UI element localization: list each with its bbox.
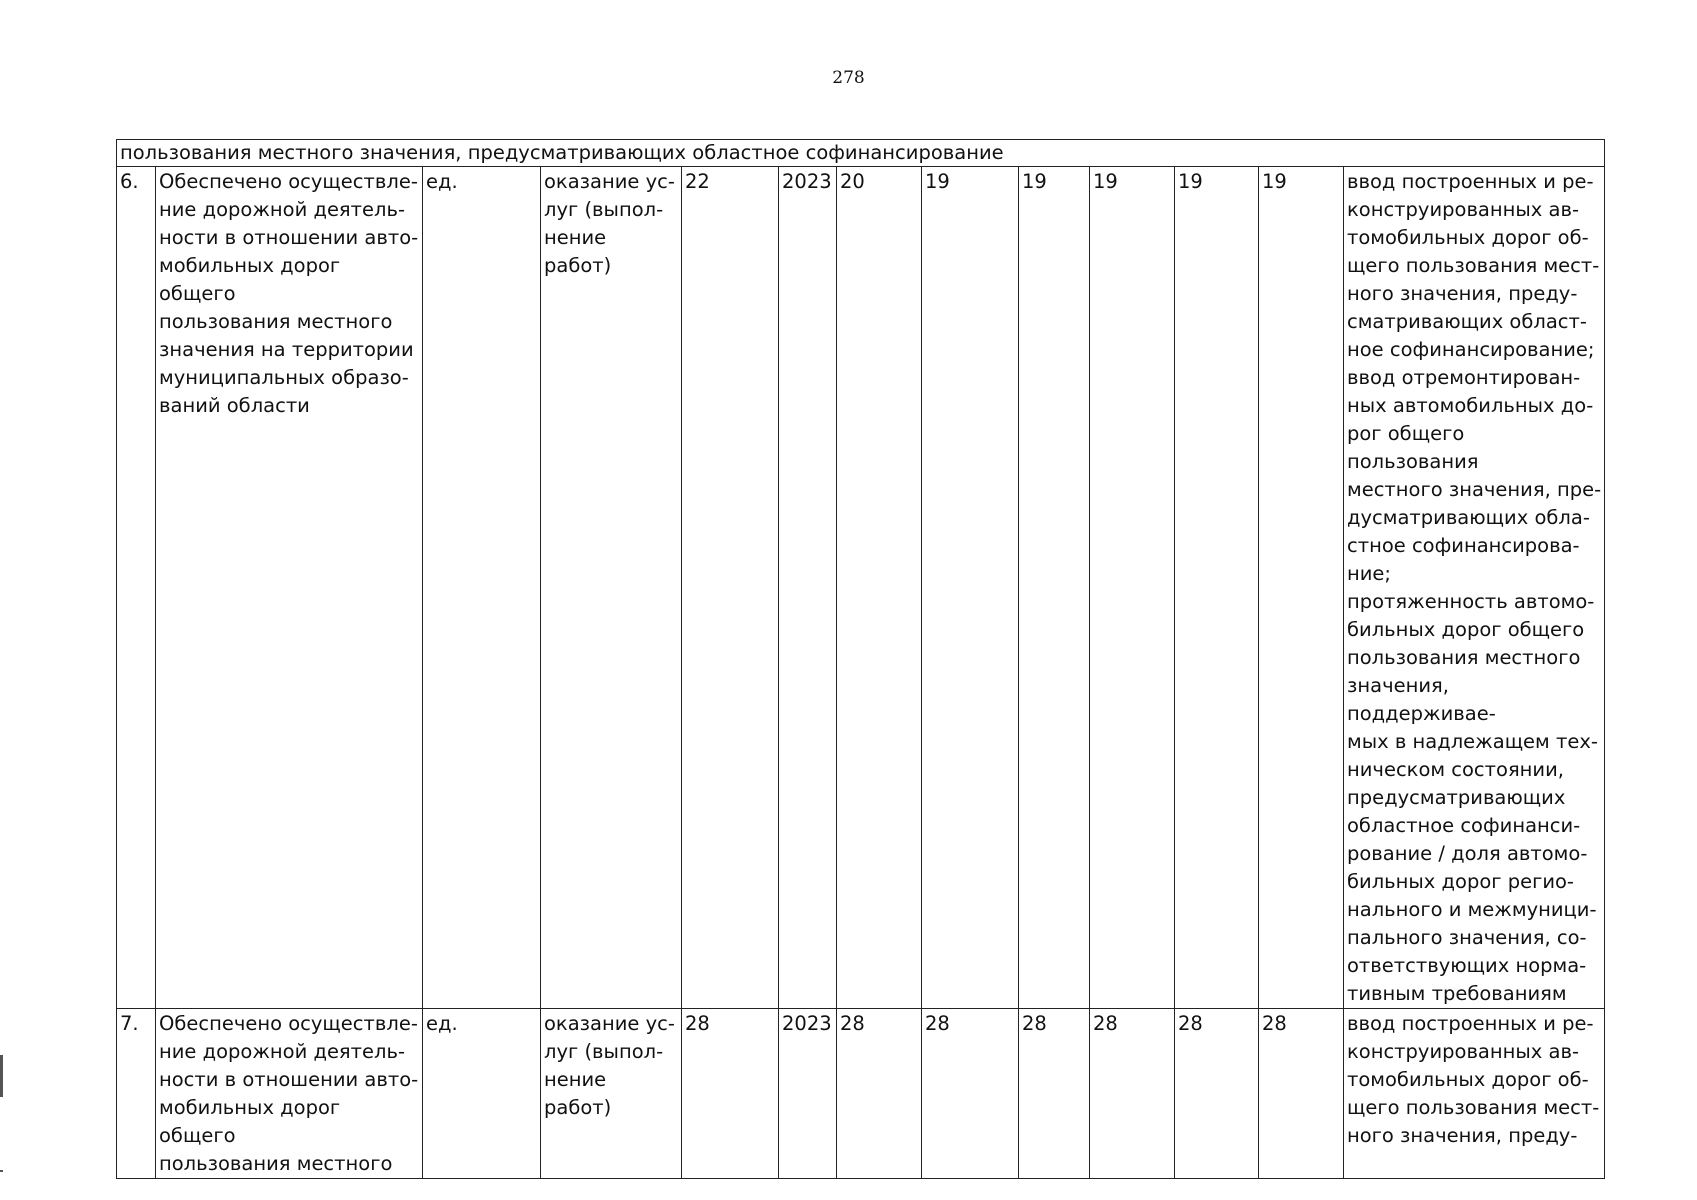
base-year: 2023	[779, 1009, 837, 1179]
value-cell: 19	[1090, 167, 1175, 1009]
results-table	[116, 139, 1605, 1179]
value-cell: 19	[1175, 167, 1259, 1009]
continuation-row	[117, 140, 1605, 167]
table-row	[117, 1009, 1605, 1179]
scan-artifact	[0, 1055, 3, 1097]
value-cell: 28	[922, 1009, 1019, 1179]
result-name: Обеспечено осуществле- ние дорожной деятель- ности в отношении авто- мобильных дорог общего пользования местного	[156, 1009, 423, 1179]
page-number: 278	[832, 68, 865, 88]
value-cell: 28	[1175, 1009, 1259, 1179]
linked-indicators: ввод построенных и ре- конструированных ав- томобильных дорог об- щего пользования мест- ного значения, преду- сматривающих област- ное софинансирование; ввод отремонтирован- ных автомобильных до- рог общего пользования местного значения, пре- дусматривающих обла- стное софинансирова- ние; протяженность автомо- бильных дорог общего пользования местного значения, поддерживае- мых в надлежащем тех- ническом состоянии, предусматривающих областное софинанси- рование / доля автомо- бильных дорог регио- нального и межмуници- пального значения, со- ответствующих норма- тивным требованиям	[1344, 167, 1605, 1009]
row-number: 6.	[117, 167, 156, 1009]
base-value: 28	[682, 1009, 779, 1179]
value-cell: 20	[837, 167, 922, 1009]
value-cell: 19	[922, 167, 1019, 1009]
unit-cell: ед.	[423, 1009, 541, 1179]
value-cell: 28	[1259, 1009, 1344, 1179]
scan-artifact	[0, 1170, 3, 1172]
base-value: 22	[682, 167, 779, 1009]
unit-cell: ед.	[423, 167, 541, 1009]
continuation-text: пользования местного значения, предусматривающих областное софинансирование	[117, 140, 1605, 167]
value-cell: 19	[1259, 167, 1344, 1009]
result-type: оказание ус- луг (выпол- нение работ)	[541, 167, 682, 1009]
result-name: Обеспечено осуществле- ние дорожной деятель- ности в отношении авто- мобильных дорог общего пользования местного значения на территории муниципальных образо- ваний области	[156, 167, 423, 1009]
value-cell: 28	[1090, 1009, 1175, 1179]
value-cell: 19	[1019, 167, 1090, 1009]
value-cell: 28	[837, 1009, 922, 1179]
row-number: 7.	[117, 1009, 156, 1179]
value-cell: 28	[1019, 1009, 1090, 1179]
result-type: оказание ус- луг (выпол- нение работ)	[541, 1009, 682, 1179]
linked-indicators: ввод построенных и ре- конструированных ав- томобильных дорог об- щего пользования мест- ного значения, преду-	[1344, 1009, 1605, 1179]
table-row	[117, 167, 1605, 1009]
base-year: 2023	[779, 167, 837, 1009]
